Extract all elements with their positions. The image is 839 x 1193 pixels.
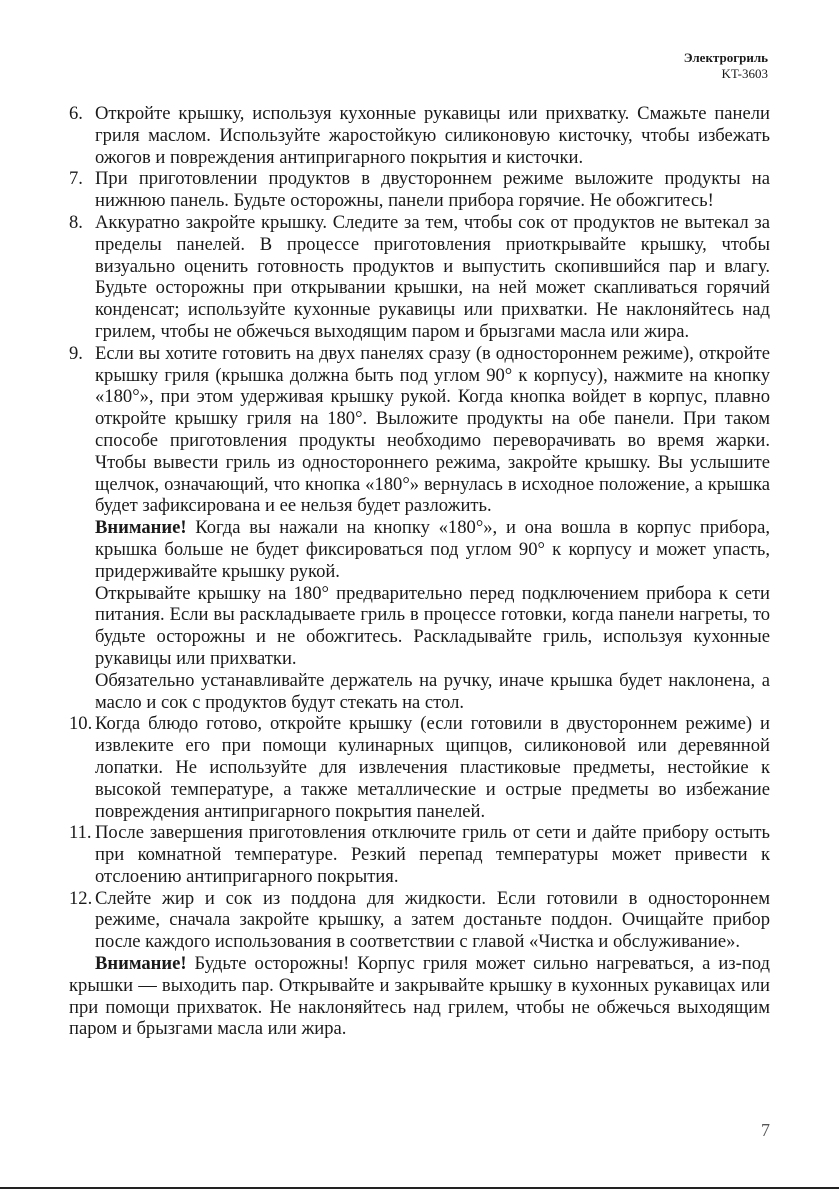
paragraph-text: Когда блюдо готово, откройте крышку (если готовили в двустороннем режиме) и извлеките его при помощи кулинарных щипцов, силиконовой или деревянной лопатки. Не используйте для извлечения пластиковые предметы, нестойкие к высокой температуре, а также металлические и острые предметы во избежание повреждения антипригарного покрытия панелей. — [95, 713, 770, 822]
instruction-paragraph — [95, 212, 770, 343]
instruction-item — [69, 888, 770, 953]
instruction-paragraph — [95, 103, 770, 168]
instruction-content — [95, 212, 770, 343]
instruction-number: 8. — [69, 211, 83, 233]
paragraph-text: Открывайте крышку на 180° предварительно перед подключением прибора к сети питания. Если вы раскладываете гриль в процессе готовки, когда панели нагреты, то будьте осторожны и не обожгитесь. Раскладывайте гриль, используя кухонные рукавицы или прихватки. — [95, 582, 770, 669]
final-warning-lead: Внимание! — [95, 953, 187, 975]
instruction-content — [95, 822, 770, 887]
instruction-paragraph — [95, 888, 770, 953]
instruction-paragraph — [95, 670, 770, 714]
instruction-content — [95, 713, 770, 822]
instruction-content — [95, 343, 770, 714]
instruction-number: 9. — [69, 342, 83, 364]
instruction-item — [69, 822, 770, 887]
paragraph-text: При приготовлении продуктов в двустороннем режиме выложите продукты на нижнюю панель. Будьте осторожны, панели прибора горячие. Не обожгитесь! — [95, 168, 770, 212]
instruction-paragraph — [95, 517, 770, 582]
instruction-item — [69, 168, 770, 212]
instruction-paragraph — [95, 713, 770, 822]
instruction-paragraph — [95, 168, 770, 212]
instruction-number: 6. — [69, 103, 83, 124]
instruction-number: 12. — [69, 887, 93, 909]
bottom-rule — [0, 1187, 839, 1189]
running-header — [684, 50, 768, 82]
instruction-item — [69, 103, 770, 168]
instructions-body — [69, 103, 770, 1040]
paragraph-text: Откройте крышку, используя кухонные рукавицы или прихватку. Смажьте панели гриля маслом. Используйте жаростойкую силиконовую кисточку, чтобы избежать ожогов и повреждения антипригарного покрытия и кисточки. — [95, 103, 770, 168]
instruction-content — [95, 888, 770, 953]
final-warning — [69, 953, 770, 1040]
instruction-content — [95, 168, 770, 212]
paragraph-text: Аккуратно закройте крышку. Следите за тем, чтобы сок от продуктов не вытекал за пределы панелей. В процессе приготовления приоткрывайте крышку, чтобы визуально оценить готовность продуктов и выпустить скопившийся пар и влагу. Будьте осторожны при открывании крышки, на ней может скапливаться горячий конденсат; используйте кухонные рукавицы или прихватки. Не наклоняйтесь над грилем, чтобы не обжечься выходящим паром и брызгами масла или жира. — [95, 211, 770, 342]
page-number: 7 — [761, 1120, 770, 1140]
instruction-paragraph — [95, 343, 770, 517]
paragraph-text: Обязательно устанавливайте держатель на ручку, иначе крышка будет наклонена, а масло и сок с продуктов будут стекать на стол. — [95, 669, 770, 713]
instruction-item — [69, 212, 770, 343]
paragraph-text: Если вы хотите готовить на двух панелях сразу (в одностороннем режиме), откройте крышку гриля (крышка должна быть под углом 90° к корпусу), нажмите на кнопку «180°», при этом удерживая крышку рукой. Когда кнопка войдет в корпус, плавно откройте крышку гриля на 180°. Выложите продукты на обе панели. При таком способе приготовления продукты необходимо переворачивать во время жарки. Чтобы вывести гриль из одностороннего режима, закройте крышку. Вы услышите щелчок, означающий, что кнопка «180°» вернулась в исходное положение, а крышка будет зафиксирована и ее нельзя будет разложить. — [95, 342, 770, 517]
instruction-number: 7. — [69, 168, 83, 190]
instruction-list — [69, 103, 770, 953]
instruction-paragraph — [95, 583, 770, 670]
instruction-paragraph — [95, 822, 770, 887]
header-model-number: KT-3603 — [721, 66, 768, 81]
paragraph-text: После завершения приготовления отключите гриль от сети и дайте прибору остыть при комнатной температуре. Резкий перепад температуры может привести к отслоению антипригарного покрытия. — [95, 822, 770, 887]
instruction-content — [95, 103, 770, 168]
header-product-title: Электрогриль — [683, 50, 768, 65]
instruction-number: 11. — [69, 822, 92, 844]
instruction-number: 10. — [69, 713, 93, 735]
final-warning-text: Будьте осторожны! Корпус гриля может сильно нагреваться, а из-под крышки — выходить пар. Открывайте и закрывайте крышку в кухонных рукавицах или при помощи прихваток. Не наклоняйтесь над грилем, чтобы не обжечься выходящим паром и брызгами масла или жира. — [69, 953, 770, 1040]
instruction-item — [69, 343, 770, 714]
paragraph-text: Слейте жир и сок из поддона для жидкости. Если готовили в одностороннем режиме, сначала закройте крышку, а затем достаньте поддон. Очищайте прибор после каждого использования в соответствии с главой «Чистка и обслуживание». — [95, 887, 770, 953]
instruction-item — [69, 713, 770, 822]
paragraph-text: Когда вы нажали на кнопку «180°», и она вошла в корпус прибора, крышка больше не будет фиксироваться под углом 90° к корпусу и может упасть, придерживайте крышку рукой. — [95, 517, 770, 582]
warning-lead: Внимание! — [95, 517, 187, 539]
